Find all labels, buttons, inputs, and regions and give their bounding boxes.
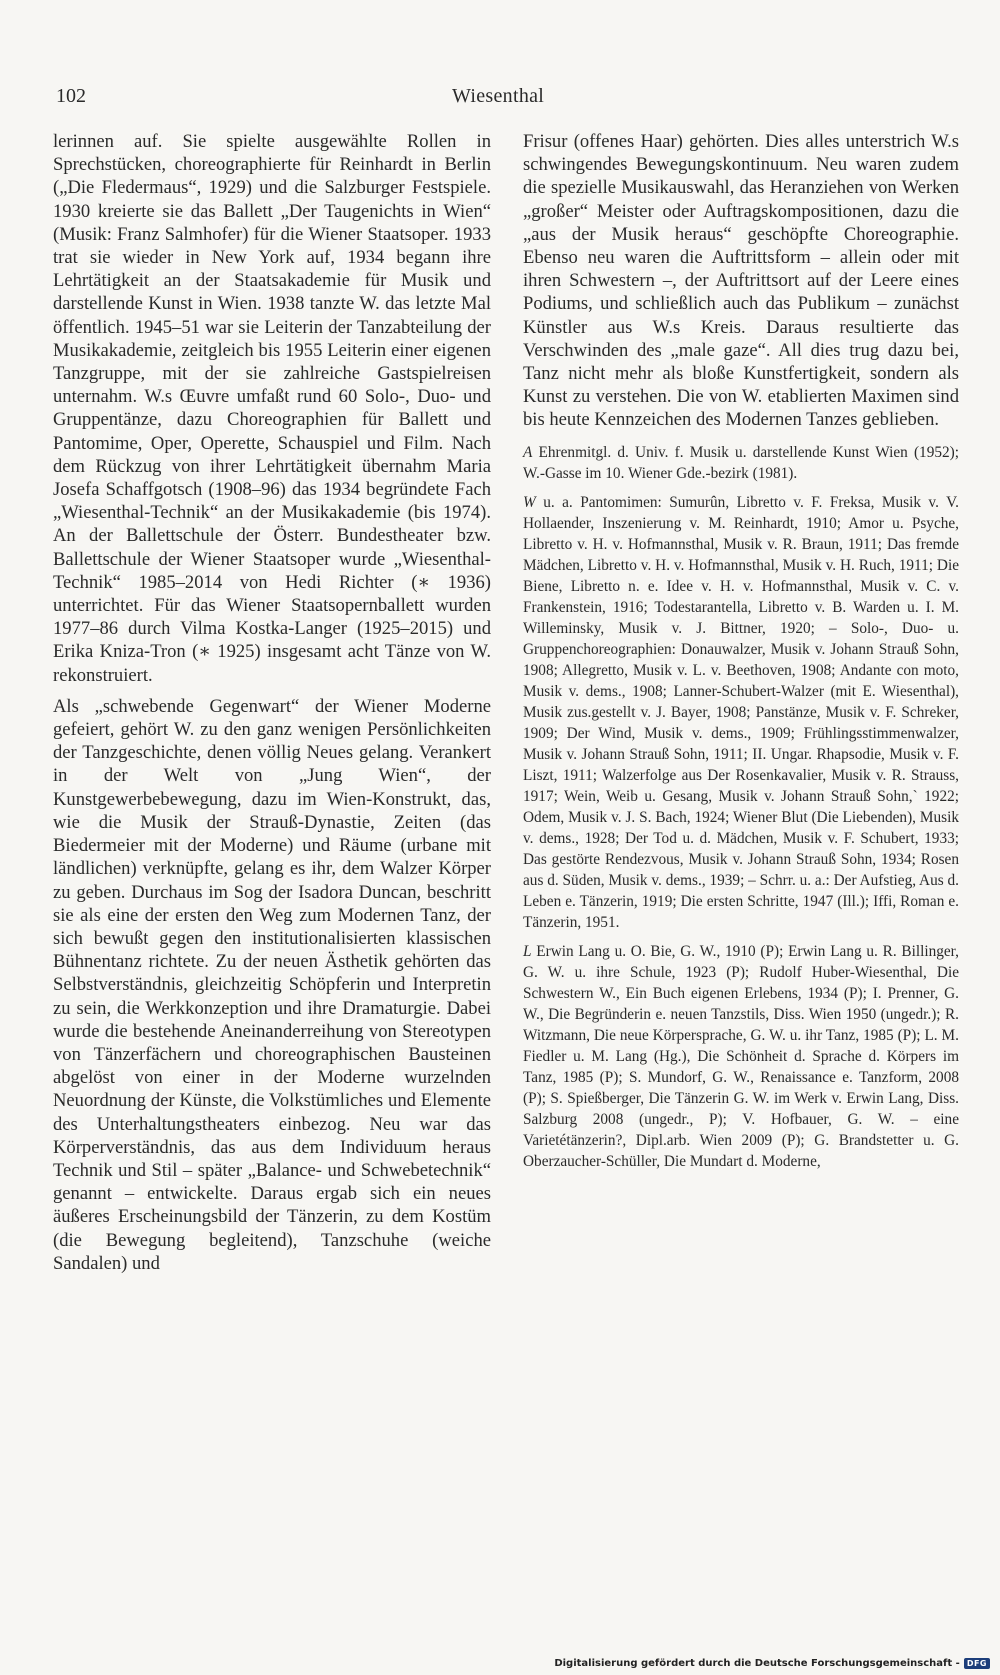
paragraph: Als „schwebende Gegenwart“ der Wiener Moderne gefeiert, gehört W. zu den ganz wenigen Persönlichkeiten der Tanzgeschichte, denen völlig Neues gelang. Verankert in der Welt von „Jung Wien“, der Kunstgewerbebewegung, dazu im Wien-Konstrukt, das, wie die Musik der Strauß-Dynastie, Zeiten (das Biedermeier mit der Moderne) und Räume (urbane mit ländlichen) verknüpfte, gelang es ihr, dem Walzer Körper zu geben. Durchaus im Sog der Isadora Duncan, beschritt sie als eine der ersten den Weg zum Modernen Tanz, der sich bewußt gegen den institutionalisierten klassischen Bühnentanz richtete. Zu der neuen Ästhetik gehörten das Selbstverständnis, gleichzeitig Schöpferin und Interpretin zu sein, die Werkkonzeption und ihre Dramaturgie. Dabei wurde die bestehende Aneinanderreihung von Stereotypen von Tänzerfächern und choreographischen Bausteinen abgelöst von einer in der Moderne wurzelnden Neuordnung der Künste, die Volkstümliches und Elemente des Unterhaltungstheaters einbezog. Neu war das Körperverständnis, das aus dem Individuum heraus Technik und Stil – später „Balance- und Schwebetechnik“ genannt – entwickelte. Daraus ergab sich ein neues äußeres Erscheinungsbild der Tänzerin, zu dem Kostüm (die Bewegung begleitend), Tanzschuhe (weiche Sandalen) und bbox=[53, 695, 491, 1274]
literature-section bbox=[523, 941, 959, 1172]
footer-credit-text: Digitalisierung gefördert durch die Deutsche Forschungsgemeinschaft - bbox=[554, 1658, 960, 1669]
paragraph: Frisur (offenes Haar) gehörten. Dies alles unterstrich W.s schwingendes Bewegungskontinuum. Neu waren zudem die spezielle Musikauswahl, das Heranziehen von Werken „großer“ Meister oder Auftragskompositionen, dazu die „aus der Musik heraus“ geschöpfte Choreographie. Ebenso neu waren die Auftrittsform – allein oder mit ihren Schwestern –, der Auftrittsort auf der Leere eines Podiums, und schließlich auch das Publikum – zunächst Künstler aus W.s Kreis. Daraus resultierte das Verschwinden des „male gaze“. All dies trug dazu bei, Tanz nicht mehr als bloße Kunstfertigkeit, sondern als Kunst zu verstehen. Die von W. etablierten Maximen sind bis heute Kennzeichen des Modernen Tanzes geblieben. bbox=[523, 131, 959, 431]
literature-text: Erwin Lang u. O. Bie, G. W., 1910 (P); Erwin Lang u. R. Billinger, G. W. u. ihre Schule, 1923 (P); Rudolf Huber-Wiesenthal, Die Schwestern W., Ein Buch eigenen Erlebens, 1934 (P); I. Prenner, G. W., Die Begründerin e. neuen Tanzstils, Diss. Wien 1950 (ungedr.); R. Witzmann, Die neue Körpersprache, G. W. u. ihr Tanz, 1985 (P); L. M. Fiedler u. M. Lang (Hg.), Die Schönheit d. Sprache d. Körpers im Tanz, 1985 (P); S. Mundorf, G. W., Renaissance e. Tanzform, 2008 (P); S. Spießberger, Die Tänzerin G. W. im Werk v. Erwin Lang, Diss. Salzburg 2008 (ungedr., P); V. Hofbauer, G. W. – eine Varietétänzerin?, Dipl.arb. Wien 2009 (P); G. Brandstetter u. G. Oberzaucher-Schüller, Die Mundart d. Moderne, bbox=[523, 942, 959, 1170]
footer-credit bbox=[554, 1658, 990, 1669]
left-column bbox=[53, 130, 491, 1275]
right-column bbox=[523, 130, 959, 1172]
paragraph: lerinnen auf. Sie spielte ausgewählte Rollen in Sprechstücken, choreographierte für Reinhardt in Berlin („Die Fledermaus“, 1929) und die Salzburger Festspiele. 1930 kreierte sie das Ballett „Der Taugenichts in Wien“ (Musik: Franz Salmhofer) für die Wiener Staatsoper. 1933 trat sie wieder in New York auf, 1934 begann ihre Lehrtätigkeit an der Staatsakademie für Musik und darstellende Kunst in Wien. 1938 tanzte W. das letzte Mal öffentlich. 1945–51 war sie Leiterin der Tanzabteilung der Musikakademie, zeitgleich bis 1955 Leiterin einer eigenen Tanzgruppe, mit der sie zahlreiche Gastspielreisen unternahm. W.s Œuvre umfaßt rund 60 Solo-, Duo- und Gruppentänze, dazu Choreographien für Ballett und Pantomime, Oper, Operette, Schauspiel und Film. Nach dem Rückzug von ihrer Lehrtätigkeit übernahm Maria Josefa Schaffgotsch (1908–96) das 1934 begründete Fach „Wiesenthal-Technik“ an der Musikakademie (bis 1974). An der Ballettschule der Österr. Bundestheater bzw. Ballettschule der Wiener Staatsoper wurde „Wiesenthal-Technik“ 1985–2014 von Hedi Richter (∗ 1936) unterrichtet. Für das Wiener Staatsopernballett wurden 1977–86 durch Vilma Kostka-Langer (1925–2015) und Erika Kniza-Tron (∗ 1925) insgesamt acht Tänze von W. rekonstruiert. bbox=[53, 131, 491, 686]
dfg-logo: DFG bbox=[964, 1658, 990, 1669]
page-number: 102 bbox=[56, 85, 86, 107]
section-marker: A bbox=[523, 443, 533, 461]
awards-section bbox=[523, 442, 959, 484]
works-section bbox=[523, 492, 959, 933]
awards-text: Ehrenmitgl. d. Univ. f. Musik u. darstellende Kunst Wien (1952); W.-Gasse im 10. Wiener Gde.-bezirk (1981). bbox=[523, 443, 959, 482]
section-marker: L bbox=[523, 942, 532, 960]
section-marker: W bbox=[523, 493, 536, 511]
running-title: Wiesenthal bbox=[452, 85, 545, 107]
works-text: u. a. Pantomimen: Sumurûn, Libretto v. F. Freksa, Musik v. V. Hollaender, Inszenierung v. M. Reinhardt, 1910; Amor u. Psyche, Libretto v. H. v. Hofmannsthal, Musik v. R. Braun, 1911; Das fremde Mädchen, Libretto v. H. v. Hofmannsthal, Musik v. H. Ruch, 1911; Die Biene, Libretto n. e. Idee v. H. v. Hofmannsthal, Musik v. C. v. Frankenstein, 1916; Todestarantella, Libretto v. B. Warden u. I. M. Willeminsky, Musik v. J. Bittner, 1920; – Solo-, Duo- u. Gruppenchoreographien: Donauwalzer, Musik v. Johann Strauß Sohn, 1908; Allegretto, Musik v. L. v. Beethoven, 1908; Andante con moto, Musik v. dems., 1908; Lanner-Schubert-Walzer (mit E. Wiesenthal), Musik zus.gestellt v. J. Bayer, 1908; Panstänze, Musik v. F. Schreker, 1909; Der Wind, Musik v. dems., 1909; Frühlingsstimmenwalzer, Musik v. Johann Strauß Sohn, 1911; II. Ungar. Rhapsodie, Musik v. F. Liszt, 1911; Walzerfolge aus Der Rosenkavalier, Musik v. R. Strauss, 1917; Wein, Weib u. Gesang, Musik v. Johann Strauß Sohn,` 1922; Odem, Musik v. J. S. Bach, 1924; Wiener Blut (Die Liebenden), Musik v. dems., 1928; Der Tod u. d. Mädchen, Musik v. F. Schubert, 1933; Das gestörte Rendezvous, Musik v. Johann Strauß Sohn, 1934; Rosen aus d. Süden, Musik v. dems., 1939; – Schrr. u. a.: Der Aufstieg, Aus d. Leben e. Tänzerin, 1919; Die ersten Schritte, 1947 (Ill.); Iffi, Roman e. Tänzerin, 1951. bbox=[523, 493, 959, 931]
